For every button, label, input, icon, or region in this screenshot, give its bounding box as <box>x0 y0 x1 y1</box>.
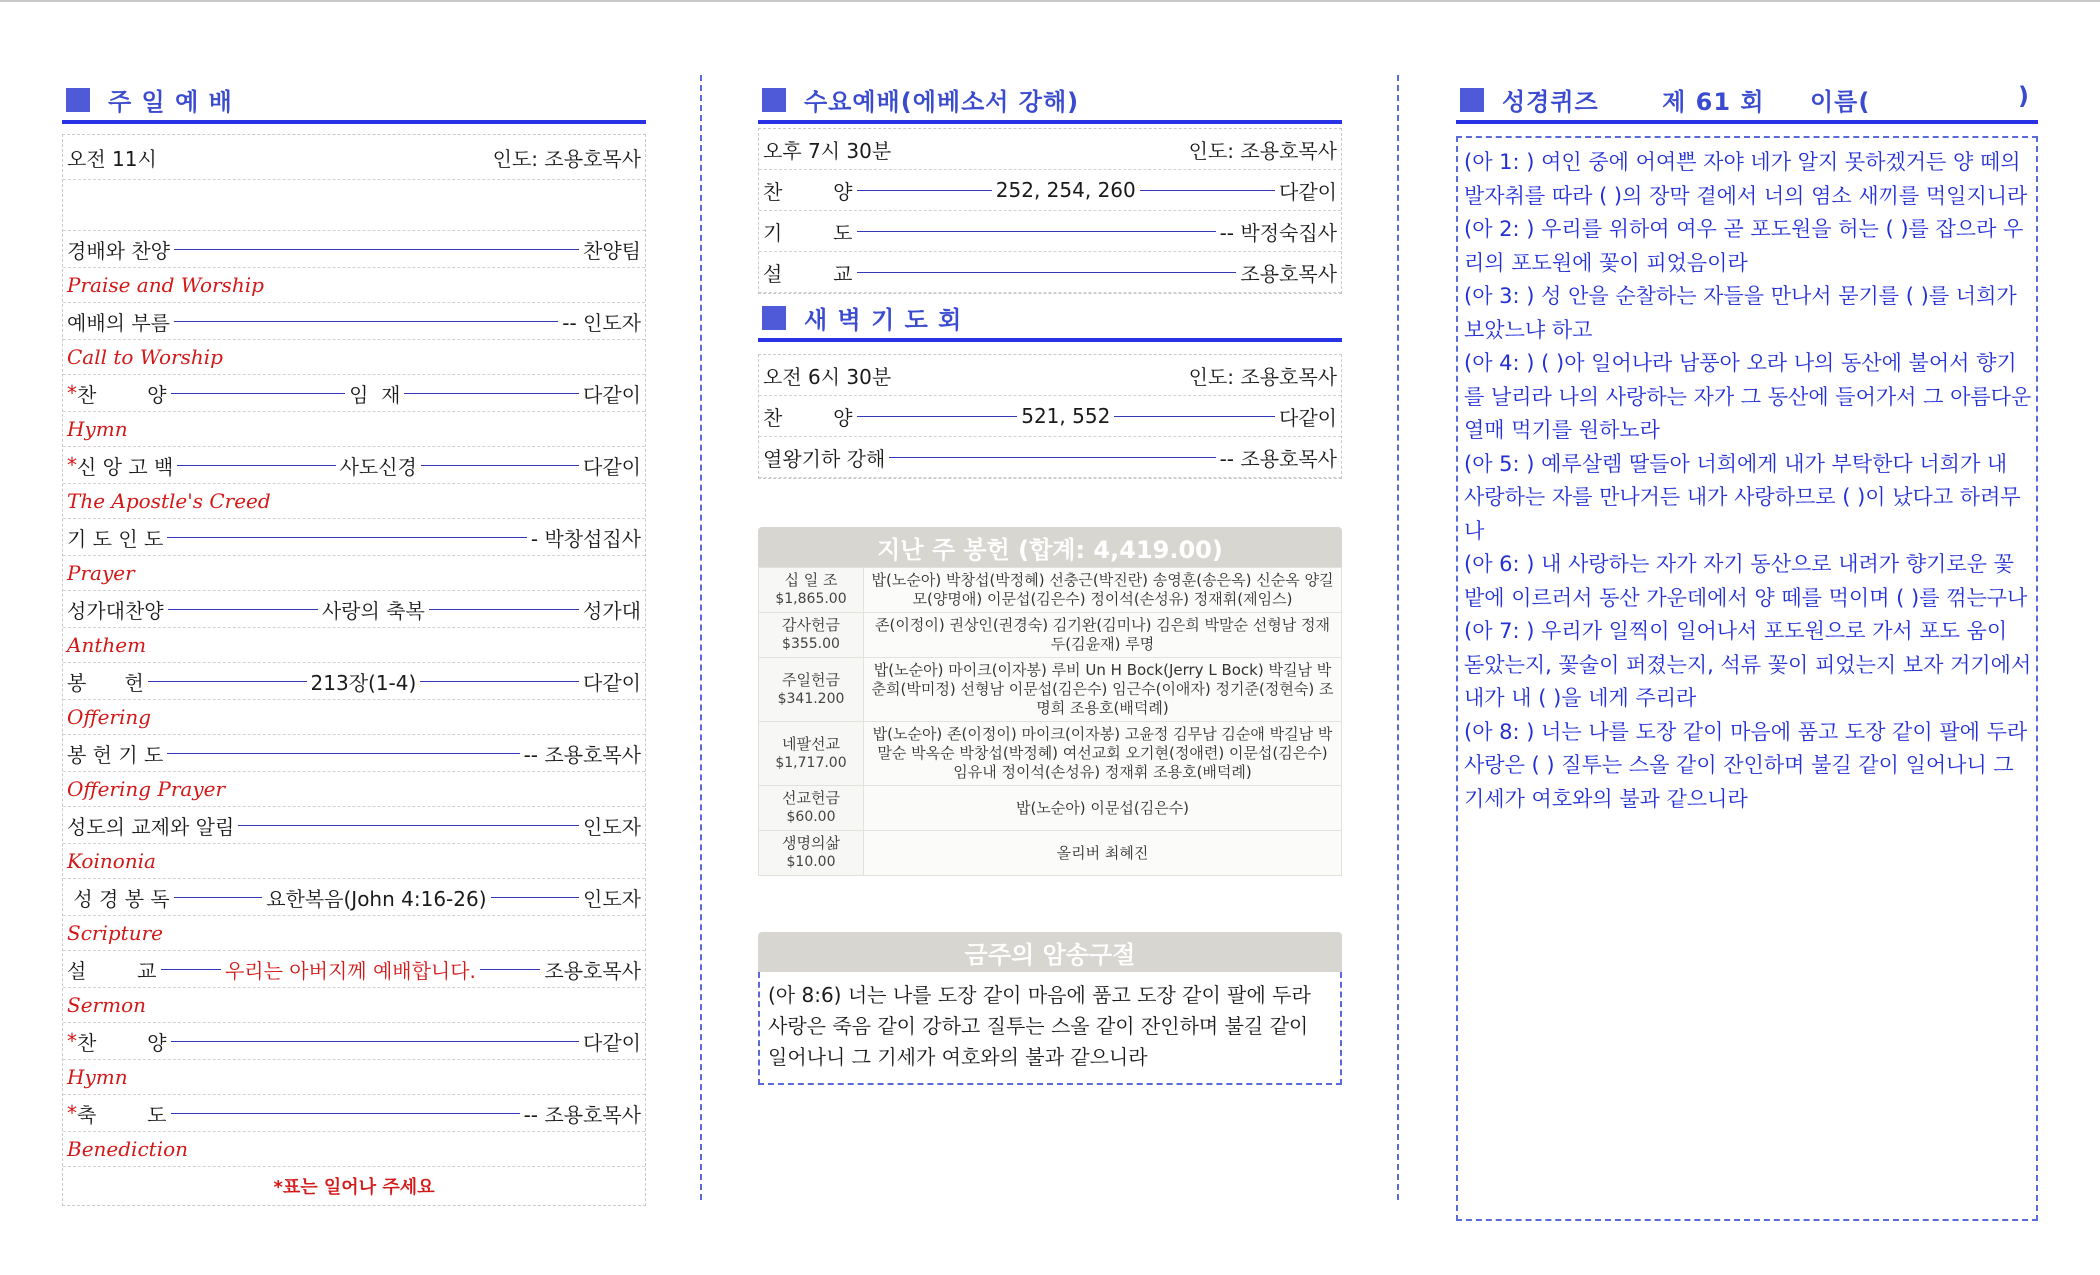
dawn-item-label: 열왕기하 강해 <box>763 446 886 471</box>
leader-line <box>174 249 579 250</box>
offering-row <box>759 786 1342 831</box>
quiz-question: (아 4: ) ( )아 일어나라 남풍아 오라 나의 동산에 불어서 향기를 날리라 나의 사랑하는 자가 그 동산에 들어가서 그 아름다운 열매 먹기를 원하노라 <box>1464 351 2032 442</box>
column-divider-right <box>1397 75 1399 1200</box>
bible-quiz-heading <box>1502 82 1870 117</box>
square-bullet-icon <box>762 88 786 112</box>
service-item-english: Prayer <box>63 556 645 591</box>
service-item-label: 설 교 <box>67 958 157 983</box>
memory-verse-section <box>758 932 1342 1085</box>
offering-category: 감사헌금 <box>782 616 840 634</box>
sunday-order-box <box>62 134 646 1206</box>
service-item-row <box>63 807 645 844</box>
quiz-question: (아 8: ) 너는 나를 도장 같이 마음에 품고 도장 같이 팔에 두라 사랑은 ( ) 질투는 스올 같이 잔인하며 불길 같이 일어나니 그 기세가 여호와의 불과 같으니라 <box>1464 719 2028 811</box>
header-rule <box>758 120 1342 124</box>
wednesday-item-leader: 다같이 <box>1279 179 1338 204</box>
service-item-leader: -- 인도자 <box>562 310 641 335</box>
memory-verse-text: (아 8:6) 너는 나를 도장 같이 마음에 품고 도장 같이 팔에 두라 사랑은 죽음 같이 강하고 질투는 스올 같이 잔인하며 불길 같이 일어나니 그 기세가 여호와의 불과 같으니라 <box>758 972 1342 1085</box>
service-item-english: Sermon <box>63 988 645 1023</box>
header-rule <box>62 120 646 124</box>
offering-donors: 밥(노순아) 이문섭(김은수) <box>864 786 1342 831</box>
service-item-english: Anthem <box>63 628 645 663</box>
wednesday-header <box>758 80 1342 124</box>
offering-row <box>759 613 1342 658</box>
service-item-english: Praise and Worship <box>63 268 645 303</box>
service-item-english: Call to Worship <box>63 340 645 375</box>
stand-marker: * <box>67 453 77 477</box>
leader-line <box>177 465 335 466</box>
wednesday-item-label: 기 도 <box>763 220 853 245</box>
service-item-leader: 다같이 <box>583 382 642 407</box>
bible-quiz-title: 성경퀴즈 <box>1502 88 1599 116</box>
service-item-label: 성 경 봉 독 <box>67 886 170 911</box>
service-item-label: 경배와 찬양 <box>67 238 170 263</box>
sunday-worship-title: 주 일 예 배 <box>108 88 233 116</box>
offering-amount: $60.00 <box>786 809 836 825</box>
dawn-order <box>759 396 1341 478</box>
wednesday-item-leader: 조용호목사 <box>1240 261 1337 286</box>
leader-line <box>429 609 579 610</box>
service-item-leader: - 박창섭집사 <box>530 526 641 551</box>
service-item-leader: 조용호목사 <box>544 958 641 983</box>
service-item-row <box>63 879 645 916</box>
service-item-row <box>63 1023 645 1060</box>
wednesday-item-detail: 252, 254, 260 <box>995 178 1136 202</box>
service-item-label: 예배의 부름 <box>67 310 170 335</box>
leader-line <box>148 681 307 682</box>
offering-category: 생명의삶 <box>782 834 840 852</box>
quiz-round: 제 61 회 <box>1662 88 1765 116</box>
wednesday-title: 수요예배(에베소서 강해) <box>804 88 1080 116</box>
sunday-time: 오전 11시 <box>67 146 157 171</box>
offerings-section <box>758 527 1342 876</box>
service-item-detail: 213장(1-4) <box>310 670 417 695</box>
service-item-row <box>63 303 645 340</box>
service-item-english: Scripture <box>63 916 645 951</box>
service-item-label: 찬 양 <box>77 382 167 407</box>
offerings-table <box>758 567 1342 876</box>
wednesday-time-row <box>759 129 1341 170</box>
service-item-label: 신 앙 고 백 <box>77 454 174 479</box>
service-item-detail: 사도신경 <box>339 454 417 479</box>
quiz-question: (아 5: ) 예루살렘 딸들아 너희에게 내가 부탁한다 너희가 내 사랑하는 자를 만나거든 내가 사랑하므로 ( )이 났다고 하려무나 <box>1464 451 2021 543</box>
leader-line <box>857 190 992 191</box>
wednesday-leader: 인도: 조용호목사 <box>1188 138 1337 163</box>
offering-category-cell <box>759 722 864 786</box>
dawn-item-row <box>759 396 1341 437</box>
dawn-item-leader: -- 조용호목사 <box>1219 446 1337 471</box>
dawn-item-detail: 521, 552 <box>1021 404 1111 428</box>
offering-row <box>759 658 1342 722</box>
offering-row <box>759 568 1342 613</box>
leader-line <box>889 457 1215 458</box>
service-item-label: 축 도 <box>77 1102 167 1127</box>
leader-line <box>421 465 579 466</box>
dawn-item-leader: 다같이 <box>1279 405 1337 430</box>
service-item-row <box>63 1095 645 1132</box>
service-item-leader: 다같이 <box>583 454 642 479</box>
offering-category: 네팔선교 <box>782 734 840 753</box>
square-bullet-icon <box>1460 88 1484 112</box>
service-item-english: Offering Prayer <box>63 772 645 807</box>
quiz-name-close: ) <box>2018 82 2030 110</box>
leader-line <box>1140 190 1275 191</box>
service-item-english: Benediction <box>63 1132 645 1167</box>
dawn-item-label: 찬 양 <box>763 405 853 430</box>
service-item-row <box>63 735 645 772</box>
dawn-leader: 인도: 조용호목사 <box>1188 364 1337 389</box>
wednesday-item-label: 설 교 <box>763 261 853 286</box>
sunday-time-row <box>63 135 645 180</box>
offering-donors: 밥(노순아) 박창섭(박정혜) 선충근(박진란) 송영훈(송은옥) 신순옥 양길모(양명애) 이문섭(김은수) 정이석(손성유) 정재휘(제임스) <box>864 568 1342 613</box>
leader-line <box>174 897 263 898</box>
offering-category-cell <box>759 613 864 658</box>
service-item-leader: 성가대 <box>583 598 642 623</box>
service-item-row <box>63 231 645 268</box>
offering-category: 선교헌금 <box>782 789 840 807</box>
quiz-question: (아 6: ) 내 사랑하는 자가 자기 동산으로 내려가 향기로운 꽃밭에 이르러서 동산 가운데에서 양 떼를 먹이며 ( )를 꺾는구나 <box>1464 552 2028 610</box>
quiz-question: (아 2: ) 우리를 위하여 여우 곧 포도원을 허는 ( )를 잡으라 우리의 포도원에 꽃이 피었음이라 <box>1464 217 2024 275</box>
service-item-leader: 다같이 <box>583 670 641 695</box>
offering-amount: $355.00 <box>782 636 840 652</box>
bible-quiz-header <box>1456 80 2038 124</box>
dawn-prayer-header <box>758 298 1342 342</box>
offering-category-cell <box>759 786 864 831</box>
service-item-detail: 우리는 아버지께 예배합니다. <box>224 958 476 983</box>
offering-donors: 밥(노순아) 존(이정이) 마이크(이자봉) 고윤정 김무남 김순애 박길남 박말순 박옥순 박창섭(박정혜) 여선교회 오기현(정애련) 이문섭(김은수) 임유내 정이석(손성유) 정재휘 조용호(배덕례) <box>864 722 1342 786</box>
leader-line <box>857 272 1237 273</box>
service-item-leader: 다같이 <box>583 1030 641 1055</box>
service-item-row <box>63 591 645 628</box>
offering-category-cell <box>759 831 864 876</box>
offering-donors: 존(이정이) 권상인(권경숙) 김기완(김미나) 김은희 박말순 선형남 정재두(김윤재) 루명 <box>864 613 1342 658</box>
leader-line <box>171 1041 580 1042</box>
leader-line <box>168 609 318 610</box>
service-item-leader: -- 조용호목사 <box>523 1102 641 1127</box>
offerings-title: 지난 주 봉헌 (합계: 4,419.00) <box>758 527 1342 567</box>
wednesday-item-label: 찬 양 <box>763 179 853 204</box>
leader-line <box>167 537 526 538</box>
offering-donors: 올리버 최혜진 <box>864 831 1342 876</box>
quiz-name-label: 이름( <box>1809 88 1871 116</box>
service-item-row <box>63 663 645 700</box>
stand-marker: * <box>67 1029 77 1053</box>
service-item-row <box>63 951 645 988</box>
quiz-questions-box <box>1456 136 2038 1221</box>
dawn-prayer-title: 새 벽 기 도 회 <box>804 306 963 334</box>
leader-line <box>404 393 579 394</box>
dawn-prayer-box <box>758 354 1342 479</box>
service-item-label: 성가대찬양 <box>67 598 164 623</box>
offering-amount: $1,865.00 <box>775 591 847 607</box>
leader-line <box>171 1113 520 1114</box>
service-item-english: Offering <box>63 700 645 735</box>
offering-row <box>759 831 1342 876</box>
bible-quiz-column <box>1456 80 2038 1221</box>
wednesday-order <box>759 170 1341 293</box>
offering-category: 십 일 조 <box>784 571 838 589</box>
offering-amount: $341.200 <box>777 690 845 707</box>
service-item-detail: 임 재 <box>349 382 401 407</box>
service-item-label: 성도의 교제와 알림 <box>67 814 235 839</box>
service-item-english: Hymn <box>63 1060 645 1095</box>
square-bullet-icon <box>66 88 90 112</box>
dawn-time: 오전 6시 30분 <box>763 364 892 389</box>
service-item-label: 봉 헌 기 도 <box>67 742 164 767</box>
leader-line <box>174 321 558 322</box>
service-item-row <box>63 375 645 412</box>
wednesday-box <box>758 128 1342 294</box>
sunday-worship-column <box>62 80 646 1206</box>
service-item-leader: 인도자 <box>583 886 641 911</box>
service-item-row <box>63 519 645 556</box>
leader-line <box>161 969 221 970</box>
leader-line <box>857 231 1216 232</box>
quiz-question: (아 1: ) 여인 중에 어여쁜 자야 네가 알지 못하겠거든 양 떼의 발자취를 따라 ( )의 장막 곁에서 너의 염소 새끼를 먹일지니라 <box>1464 150 2028 208</box>
offering-category-cell <box>759 568 864 613</box>
service-item-leader: 인도자 <box>583 814 641 839</box>
stand-marker: * <box>67 1101 77 1125</box>
wednesday-time: 오후 7시 30분 <box>763 138 892 163</box>
spacer-row <box>63 180 645 231</box>
service-item-detail: 요한복음(John 4:16-26) <box>266 886 487 911</box>
square-bullet-icon <box>762 306 786 330</box>
service-item-row <box>63 447 645 484</box>
sunday-worship-header <box>62 80 646 124</box>
offering-amount: $10.00 <box>786 854 836 870</box>
leader-line <box>857 416 1018 417</box>
leader-line <box>1114 416 1275 417</box>
service-item-label: 봉 헌 <box>67 670 144 695</box>
header-rule <box>758 338 1342 342</box>
standing-note: *표는 일어나 주세요 <box>273 1177 435 1198</box>
offering-row <box>759 722 1342 786</box>
service-item-english: Koinonia <box>63 844 645 879</box>
top-border <box>0 0 2100 2</box>
service-item-label: 찬 양 <box>77 1030 167 1055</box>
service-item-english: Hymn <box>63 412 645 447</box>
quiz-question: (아 3: ) 성 안을 순찰하는 자들을 만나서 묻기를 ( )를 너희가 보았느냐 하고 <box>1464 284 2017 342</box>
memory-verse-title: 금주의 암송구절 <box>758 932 1342 972</box>
wednesday-item-leader: -- 박정숙집사 <box>1219 220 1337 245</box>
service-item-leader: 찬양팀 <box>583 238 641 263</box>
leader-line <box>171 393 346 394</box>
sunday-leader: 인도: 조용호목사 <box>492 146 641 171</box>
header-rule <box>1456 120 2038 124</box>
leader-line <box>238 825 579 826</box>
service-item-label: 기 도 인 도 <box>67 526 164 551</box>
middle-column <box>758 80 1342 1085</box>
leader-line <box>420 681 579 682</box>
offering-category-cell <box>759 658 864 722</box>
quiz-question: (아 7: ) 우리가 일찍이 일어나서 포도원으로 가서 포도 움이 돋았는지, 꽃술이 퍼졌는지, 석류 꽃이 피었는지 보자 거기에서 내가 내 ( )을 네게 주리라 <box>1464 619 2032 710</box>
wednesday-item-row <box>759 211 1341 252</box>
wednesday-item-row <box>759 170 1341 211</box>
dawn-item-row <box>759 437 1341 478</box>
service-item-english: The Apostle's Creed <box>63 484 645 519</box>
column-divider-left <box>700 75 702 1200</box>
leader-line <box>491 897 580 898</box>
wednesday-item-row <box>759 252 1341 293</box>
leader-line <box>167 753 519 754</box>
leader-line <box>480 969 540 970</box>
service-item-leader: -- 조용호목사 <box>523 742 641 767</box>
order-of-service <box>63 231 645 1167</box>
dawn-time-row <box>759 355 1341 396</box>
stand-marker: * <box>67 381 77 405</box>
offering-category: 주일헌금 <box>782 670 840 689</box>
service-item-detail: 사랑의 축복 <box>321 598 425 623</box>
offering-donors: 밥(노순아) 마이크(이자봉) 루비 Un H Bock(Jerry L Bock) 박길남 박춘희(박미정) 선형남 이문섭(김은수) 임근수(이애자) 정기준(정현숙) 조명희 조용호(배덕례) <box>864 658 1342 722</box>
offering-amount: $1,717.00 <box>775 754 847 771</box>
